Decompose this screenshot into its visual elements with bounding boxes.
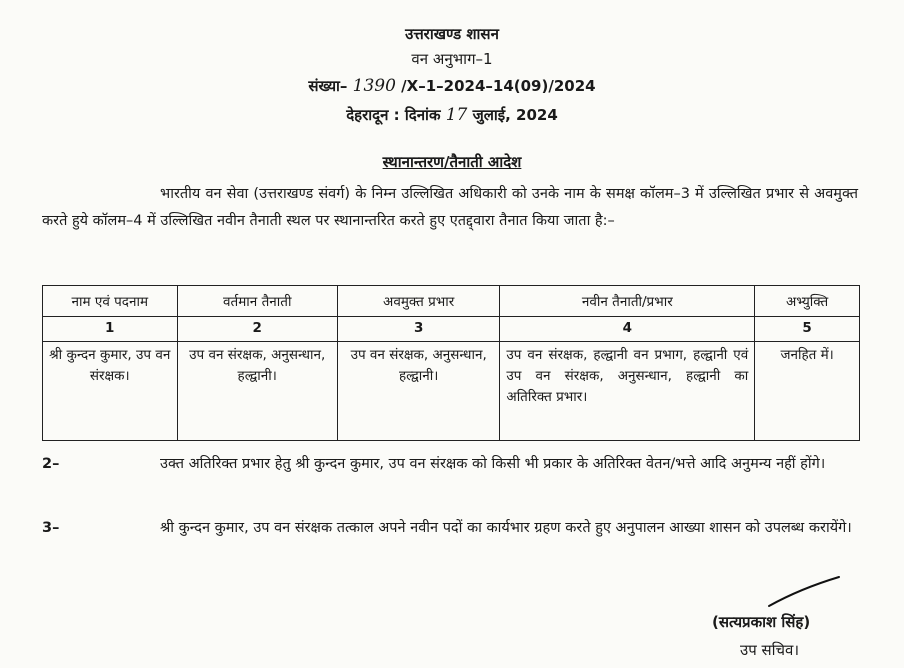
paragraph-3 [42, 515, 858, 542]
cell-remarks: जनहित में। [755, 342, 860, 441]
section-heading: वन अनुभाग–1 [411, 50, 493, 68]
table-column-number-row [43, 317, 860, 342]
header-relieved-charge: अवमुक्त प्रभार [337, 286, 499, 317]
signatory-name: (सत्यप्रकाश सिंह) [712, 613, 811, 631]
cell-current-posting: उप वन संरक्षक, अनुसन्धान, हल्द्वानी। [177, 342, 337, 441]
posting-table [42, 285, 860, 441]
paragraph-number: 3– [42, 520, 60, 536]
header-new-posting: नवीन तैनाती/प्रभार [500, 286, 755, 317]
header-current-posting: वर्तमान तैनाती [177, 286, 337, 317]
header-name: नाम एवं पदनाम [43, 286, 178, 317]
order-subject: स्थानान्तरण/तैनाती आदेश [382, 153, 522, 171]
table-header-row [43, 286, 860, 317]
cell-relieved-charge: उप वन संरक्षक, अनुसन्धान, हल्द्वानी। [337, 342, 499, 441]
signatory-designation: उप सचिव। [740, 641, 800, 659]
date-prefix: देहरादून : दिनांक [346, 106, 441, 124]
header-remarks: अभ्युक्ति [755, 286, 860, 317]
column-number: 5 [755, 317, 860, 342]
government-heading: उत्तराखण्ड शासन [405, 25, 499, 43]
ref-number-handwritten: 1390 [352, 76, 396, 96]
ref-prefix: संख्या– [308, 77, 348, 95]
date-day-handwritten: 17 [445, 105, 468, 125]
table-row [43, 342, 860, 441]
order-date [0, 105, 904, 125]
paragraph-text: श्री कुन्दन कुमार, उप वन संरक्षक तत्काल अपने नवीन पदों का कार्यभार ग्रहण करते हुए अनुपालन आख्या शासन को उपलब्ध करायेंगे। [160, 520, 852, 536]
column-number: 1 [43, 317, 178, 342]
cell-new-posting: उप वन संरक्षक, हल्द्वानी वन प्रभाग, हल्द्वानी एवं उप वन संरक्षक, अनुसन्धान, हल्द्वानी का अतिरिक्त प्रभार। [500, 342, 755, 441]
ref-suffix: /X–1–2024–14(09)/2024 [401, 77, 596, 95]
cell-name: श्री कुन्दन कुमार, उप वन संरक्षक। [43, 342, 178, 441]
paragraph-number: 2– [42, 456, 60, 472]
date-suffix: जुलाई, 2024 [472, 106, 558, 124]
paragraph-1: भारतीय वन सेवा (उत्तराखण्ड संवर्ग) के निम्न उल्लिखित अधिकारी को उनके नाम के समक्ष कॉलम–3 में उल्लिखित प्रभार से अवमुक्त करते हुये कॉलम–4 में उल्लिखित नवीन तैनाती स्थल पर स्थानान्तरित करते हुए एतद्द्वारा तैनात किया जाता है:– [42, 186, 858, 229]
reference-number [0, 76, 904, 96]
column-number: 2 [177, 317, 337, 342]
handwritten-signature [765, 574, 845, 610]
paragraph-2 [42, 451, 858, 478]
column-number: 3 [337, 317, 499, 342]
paragraph-text: उक्त अतिरिक्त प्रभार हेतु श्री कुन्दन कुमार, उप वन संरक्षक को किसी भी प्रकार के अतिरिक्त वेतन/भत्ते आदि अनुमन्य नहीं होंगे। [160, 456, 826, 472]
column-number: 4 [500, 317, 755, 342]
